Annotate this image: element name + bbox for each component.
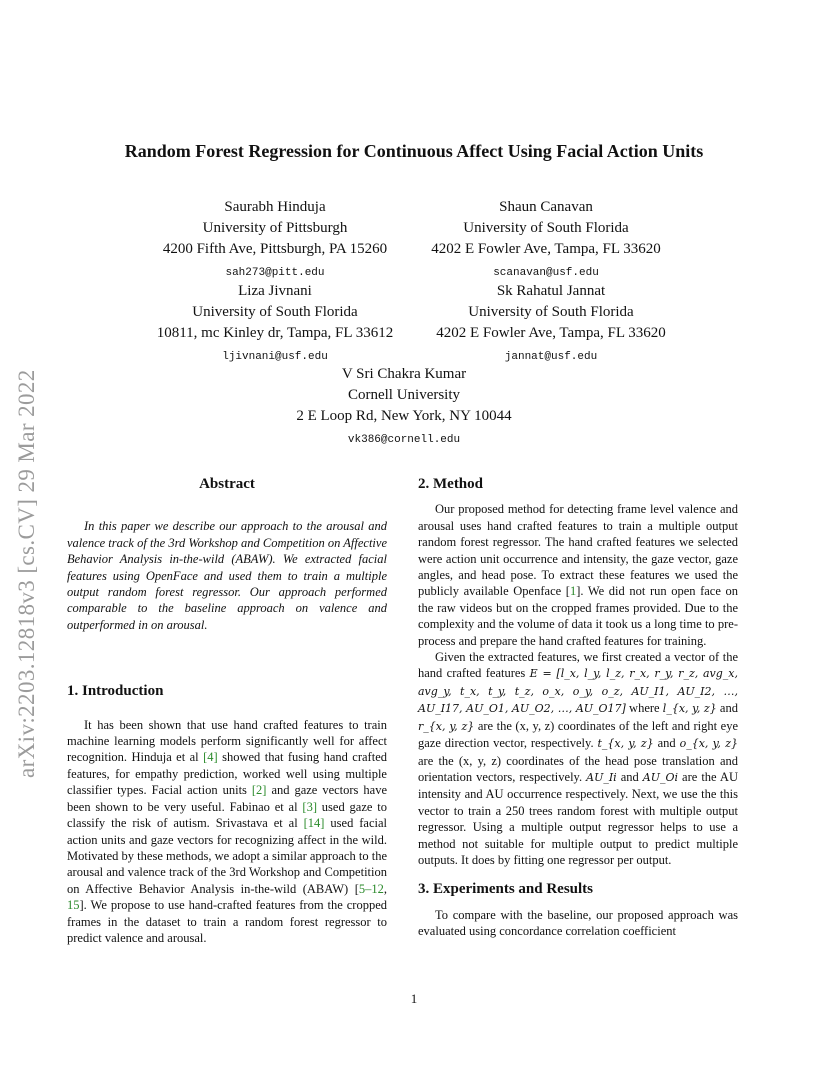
citation-link[interactable]: 15 [67,898,80,913]
abstract-text: In this paper we describe our approach to the arousal and valence track of the 3rd Workshop and Competition on Affective Behavior Analysis in-the-wild (ABAW). We extracted facial features using OpenFace and used them to train a multiple output random forest regressor. Our approach performed comparable to the baseline approach on valence and outperformed in on arousal. [67,519,387,632]
introduction-heading: 1. Introduction [67,683,164,700]
right-column [418,476,738,940]
author-affiliation: Cornell University [347,387,461,403]
author-block-1 [120,197,430,284]
feature-vector-formula: E = [l_x, l_y, l_z, r_x, r_y, r_z, avg_x, avg_y, t_x, t_y, t_z, o_x, o_y, o_z, AU_I1, AU_I2, …, AU_I17, AU_O1, AU_O2, …, AU_O17] [418,667,738,716]
method-heading: 2. Method [418,476,483,492]
method-paragraph-2: Given the extracted features, we first created a vector of the hand crafted features E = [l_x, l_y, l_z, r_x, r_y, r_z, avg_x, avg_y, t_x, t_y, t_z, o_x, o_y, o_z, AU_I1, AU_I2, …, AU_I17, AU_O1, AU_O2, …, AU_O17] where l_{x, y, z} and r_{x, y, z} are the (x, y, z) coordinates of the left and right eye gaze direction vector, respectively. t_{x, y, z} and o_{x, y, z} are the (x, y, z) coordinates of the head pose translation and orientation vectors, respectively. AU_Ii and AU_Oi are the AU intensity and AU occurrence respectively. Next, we use the this vector to train a 250 trees random forest with multiple output regressor. Using a multiple output regressor helps to use a method not suitable for multiple output to predict multiple outputs. It does by fitting one regressor per output. [418,650,738,867]
paper-title: Random Forest Regression for Continuous Affect Using Facial Action Units [124,141,704,161]
author-email[interactable]: ljivnani@usf.edu [222,351,328,363]
author-name: V Sri Chakra Kumar [341,366,467,382]
citation-link[interactable]: 5–12 [358,881,384,896]
abstract-heading: Abstract [199,476,255,492]
citation-link[interactable]: [2] [251,783,267,798]
author-name: Saurabh Hinduja [224,199,326,215]
author-email[interactable]: jannat@usf.edu [504,351,598,363]
page-number: 1 [410,991,418,1006]
left-column [67,476,387,946]
citation-link[interactable]: [14] [303,816,325,831]
author-email[interactable]: vk386@cornell.edu [347,434,461,446]
experiments-text: To compare with the baseline, our proposed approach was evaluated using concordance correlation coefficient [418,907,738,939]
author-block-5 [254,364,554,451]
author-name: Liza Jivnani [238,283,312,299]
author-affiliation: University of South Florida [192,304,358,320]
author-block-4 [396,281,706,368]
author-block-3 [110,281,440,368]
author-affiliation: University of Pittsburgh [202,220,348,236]
author-email[interactable]: sah273@pitt.edu [225,267,325,279]
method-paragraph-1: Our proposed method for detecting frame level valence and arousal uses hand crafted features to train a multiple output random forest regressor. The hand crafted features we selected were action unit occurrence and intensity, the gaze vector, gaze angles, and head pose. To extract these features we used the publicly available Openface [1]. We did not run open face on the raw videos but on the cropped frames provided. Due to the complexity and the volume of data it took us a long time to pre-process and prepare the hand crafted features for training. [418,502,739,648]
author-address: 4202 E Fowler Ave, Tampa, FL 33620 [431,241,661,257]
author-email[interactable]: scanavan@usf.edu [493,267,599,279]
citation-link[interactable]: [4] [203,750,218,765]
citation-link[interactable]: [3] [302,799,317,814]
author-name: Shaun Canavan [499,199,593,215]
author-block-2 [396,197,696,284]
author-affiliation: University of South Florida [463,220,629,236]
arxiv-stamp: arXiv:2203.12818v3 [cs.CV] 29 Mar 2022 [14,369,39,778]
experiments-heading: 3. Experiments and Results [418,881,594,898]
author-name: Sk Rahatul Jannat [496,283,606,299]
author-address: 2 E Loop Rd, New York, NY 10044 [296,408,512,424]
citation-link[interactable]: 1 [569,584,577,599]
author-address: 4200 Fifth Ave, Pittsburgh, PA 15260 [162,241,388,257]
author-affiliation: University of South Florida [468,304,634,320]
author-address: 10811, mc Kinley dr, Tampa, FL 33612 [156,325,394,341]
introduction-text: It has been shown that use hand crafted features to train machine learning models perform significantly well for affect recognition. Hinduja et al [4] showed that fusing hand crafted features, for empathy prediction, worked well using multiple classifier types. Facial action units [2] and gaze vectors have been shown to be very useful. Fabinao et al [3] used gaze to classify the risk of autism. Srivastava et al [14] used facial action units and gaze vectors for recognizing affect in the wild. Motivated by these methods, we adopt a similar approach to the arousal and valence track of the 3rd Workshop and Competition on Affective Behavior Analysis in-the-wild (ABAW) [5–12, 15]. We propose to use hand-crafted features from the cropped frames in the dataset to train a random forest regressor to predict valence and arousal. [67,717,387,945]
author-address: 4202 E Fowler Ave, Tampa, FL 33620 [436,325,666,341]
